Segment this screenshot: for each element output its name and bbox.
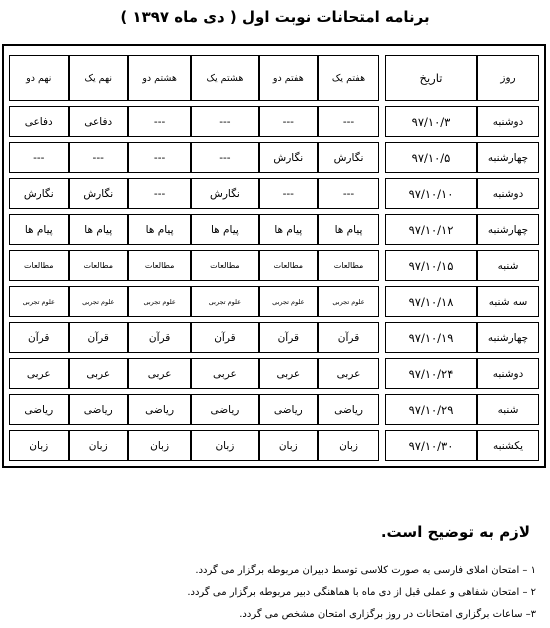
row-date: ۹۷/۱۰/۲۹ [385, 394, 477, 425]
column-gap [379, 322, 385, 353]
subject-cell: --- [318, 106, 379, 137]
subject-cell: دفاعی [9, 106, 69, 137]
subject-cell: ریاضی [128, 394, 191, 425]
subject-cell: قرآن [128, 322, 191, 353]
note-item: ۳– ساعات برگزاری امتحانات در روز برگزاری امتحان مشخص می گردد. [239, 609, 536, 620]
subject-cell: --- [128, 106, 191, 137]
exam-schedule-table [9, 50, 539, 466]
table-row [9, 286, 539, 317]
subject-cell: پیام ها [259, 214, 318, 245]
subject-cell: پیام ها [9, 214, 69, 245]
row-day: دوشنبه [477, 106, 539, 137]
subject-cell: --- [191, 142, 258, 173]
row-date: ۹۷/۱۰/۳۰ [385, 430, 477, 461]
subject-cell: علوم تجربی [191, 286, 258, 317]
row-day: شنبه [477, 394, 539, 425]
column-gap [379, 358, 385, 389]
subject-cell: پیام ها [191, 214, 258, 245]
subject-cell: علوم تجربی [69, 286, 128, 317]
subject-cell: عربی [318, 358, 379, 389]
column-gap [379, 142, 385, 173]
column-gap [379, 394, 385, 425]
subject-cell: مطالعات [69, 250, 128, 281]
notes-title: لازم به توضیح است. [380, 523, 530, 541]
table-row [9, 322, 539, 353]
row-day: چهارشنبه [477, 322, 539, 353]
subject-cell: قرآن [69, 322, 128, 353]
row-day: چهارشنبه [477, 142, 539, 173]
subject-cell: --- [9, 142, 69, 173]
table-row [9, 178, 539, 209]
row-day: شنبه [477, 250, 539, 281]
subject-cell: علوم تجربی [128, 286, 191, 317]
column-gap [379, 430, 385, 461]
table-header-row [9, 55, 539, 101]
subject-cell: مطالعات [128, 250, 191, 281]
column-gap [379, 106, 385, 137]
notes-list [16, 560, 536, 626]
page-title: برنامه امتحانات نوبت اول ( دی ماه ۱۳۹۷ ) [120, 8, 430, 26]
subject-cell: قرآن [259, 322, 318, 353]
header-class: نهم یک [69, 55, 128, 101]
subject-cell: پیام ها [128, 214, 191, 245]
table-row [9, 214, 539, 245]
column-gap [379, 55, 385, 101]
column-gap [379, 250, 385, 281]
subject-cell: قرآن [318, 322, 379, 353]
subject-cell: مطالعات [191, 250, 258, 281]
table-row [9, 106, 539, 137]
subject-cell: پیام ها [69, 214, 128, 245]
subject-cell: مطالعات [259, 250, 318, 281]
header-class: نهم دو [9, 55, 69, 101]
row-date: ۹۷/۱۰/۵ [385, 142, 477, 173]
header-date: تاریخ [385, 55, 477, 101]
subject-cell: زبان [69, 430, 128, 461]
subject-cell: ریاضی [318, 394, 379, 425]
subject-cell: قرآن [191, 322, 258, 353]
row-date: ۹۷/۱۰/۱۵ [385, 250, 477, 281]
table-row [9, 142, 539, 173]
subject-cell: نگارش [318, 142, 379, 173]
subject-cell: دفاعی [69, 106, 128, 137]
row-day: سه شنبه [477, 286, 539, 317]
header-class: هفتم یک [318, 55, 379, 101]
subject-cell: نگارش [69, 178, 128, 209]
row-date: ۹۷/۱۰/۱۹ [385, 322, 477, 353]
header-class: هشتم دو [128, 55, 191, 101]
row-day: چهارشنبه [477, 214, 539, 245]
subject-cell: عربی [191, 358, 258, 389]
subject-cell: --- [69, 142, 128, 173]
subject-cell: --- [318, 178, 379, 209]
subject-cell: عربی [9, 358, 69, 389]
subject-cell: --- [259, 106, 318, 137]
subject-cell: --- [128, 142, 191, 173]
row-date: ۹۷/۱۰/۱۸ [385, 286, 477, 317]
note-item: ۲ – امتحان شفاهی و عملی قبل از دی ماه با هماهنگی دبیر مربوطه برگزار می گردد. [187, 587, 536, 598]
subject-cell: پیام ها [318, 214, 379, 245]
subject-cell: ریاضی [9, 394, 69, 425]
table-row [9, 430, 539, 461]
subject-cell: ریاضی [69, 394, 128, 425]
subject-cell: ریاضی [259, 394, 318, 425]
subject-cell: زبان [191, 430, 258, 461]
table-row [9, 250, 539, 281]
note-item: ۱ – امتحان املای فارسی به صورت کلاسی توسط دبیران مربوطه برگزار می گردد. [195, 565, 536, 576]
row-date: ۹۷/۱۰/۲۴ [385, 358, 477, 389]
subject-cell: مطالعات [9, 250, 69, 281]
column-gap [379, 286, 385, 317]
table-row [9, 358, 539, 389]
subject-cell: نگارش [259, 142, 318, 173]
subject-cell: عربی [69, 358, 128, 389]
row-day: یکشنبه [477, 430, 539, 461]
subject-cell: علوم تجربی [259, 286, 318, 317]
row-date: ۹۷/۱۰/۱۰ [385, 178, 477, 209]
header-class: هفتم دو [259, 55, 318, 101]
row-date: ۹۷/۱۰/۱۲ [385, 214, 477, 245]
subject-cell: قرآن [9, 322, 69, 353]
subject-cell: مطالعات [318, 250, 379, 281]
subject-cell: زبان [9, 430, 69, 461]
column-gap [379, 178, 385, 209]
subject-cell: زبان [128, 430, 191, 461]
table-row [9, 394, 539, 425]
header-day: روز [477, 55, 539, 101]
subject-cell: --- [259, 178, 318, 209]
subject-cell: --- [128, 178, 191, 209]
subject-cell: عربی [259, 358, 318, 389]
subject-cell: علوم تجربی [9, 286, 69, 317]
row-date: ۹۷/۱۰/۳ [385, 106, 477, 137]
subject-cell: زبان [259, 430, 318, 461]
exam-schedule-frame [2, 44, 546, 468]
column-gap [379, 214, 385, 245]
row-day: دوشنبه [477, 358, 539, 389]
subject-cell: ریاضی [191, 394, 258, 425]
subject-cell: عربی [128, 358, 191, 389]
row-day: دوشنبه [477, 178, 539, 209]
subject-cell: زبان [318, 430, 379, 461]
subject-cell: نگارش [9, 178, 69, 209]
subject-cell: علوم تجربی [318, 286, 379, 317]
subject-cell: --- [191, 106, 258, 137]
header-class: هشتم یک [191, 55, 258, 101]
subject-cell: نگارش [191, 178, 258, 209]
